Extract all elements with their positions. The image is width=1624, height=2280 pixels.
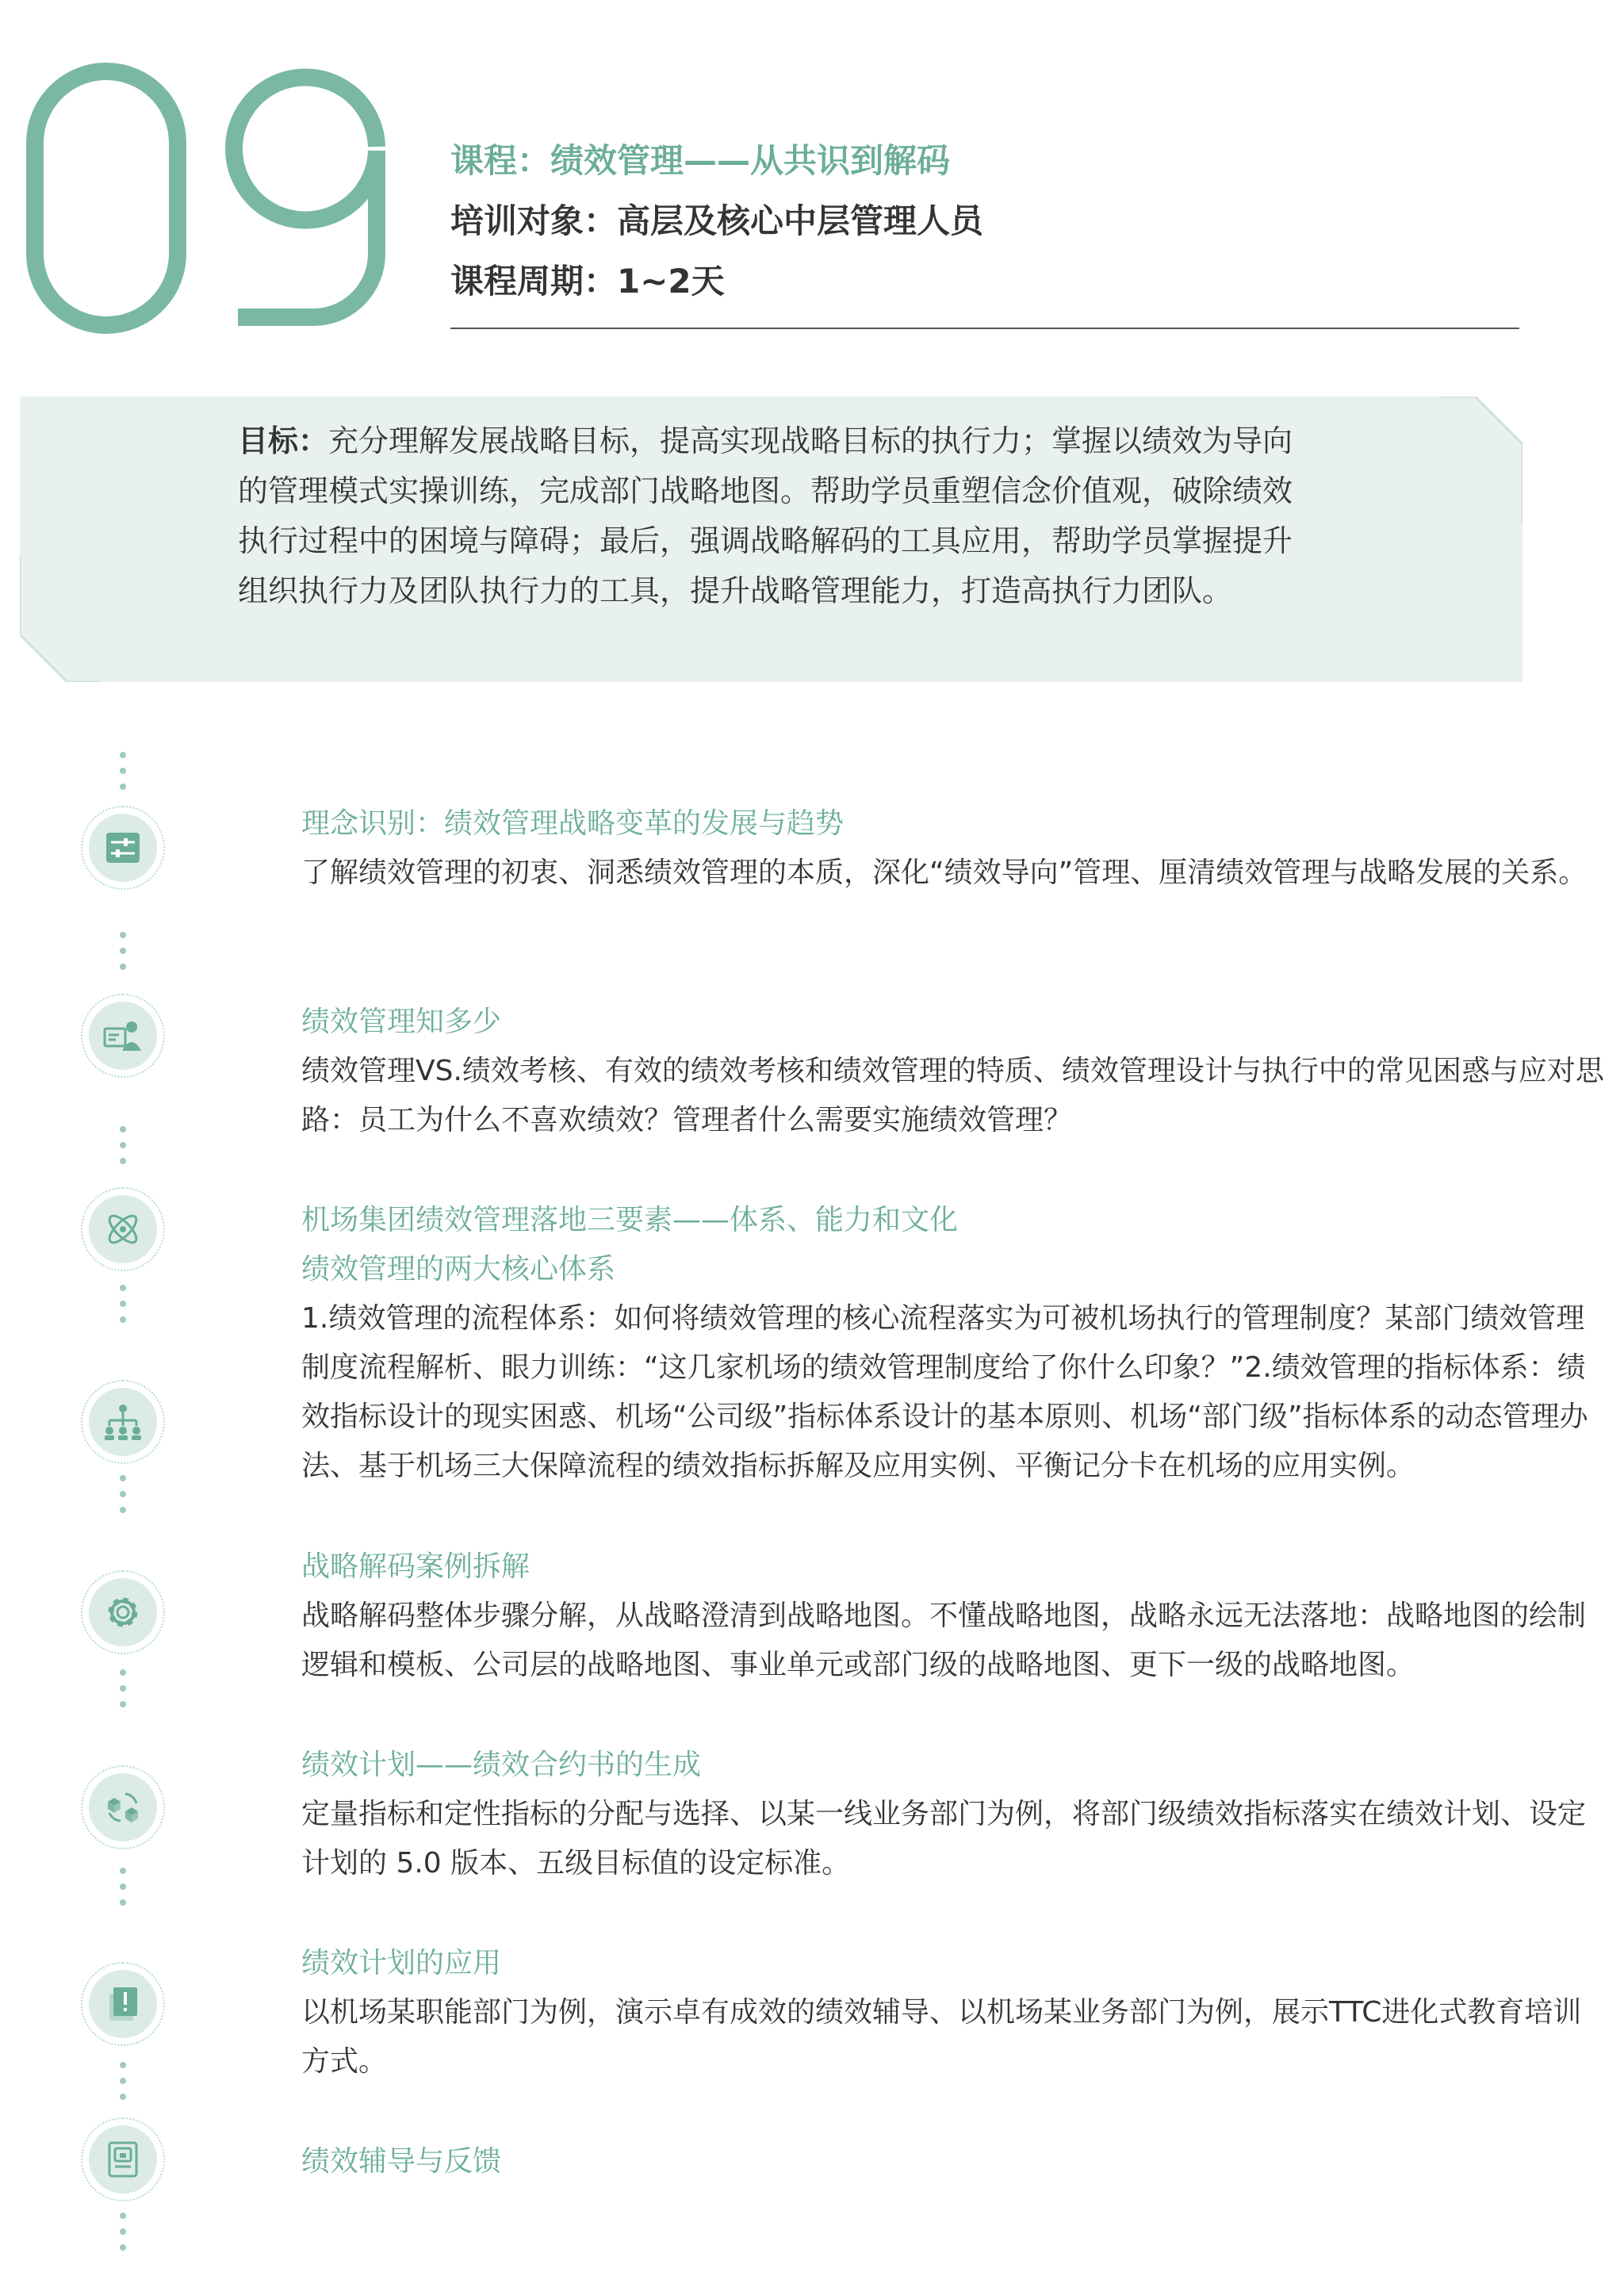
module-7-body: 以机场某职能部门为例，演示卓有成效的绩效辅导、以机场某业务部门为例，展示TTC进化式教育培训方式。 — [301, 1996, 1582, 2078]
atom-icon — [100, 1206, 146, 1252]
module-1-title: 理念识别：绩效管理战略变革的发展与趋势 — [301, 807, 845, 840]
module-3-title: 机场集团绩效管理落地三要素——体系、能力和文化 — [301, 1204, 959, 1236]
timeline-dot — [120, 1883, 126, 1890]
module-5-body: 战略解码整体步骤分解，从战略澄清到战略地图。不懂战略地图，战略永远无法落地：战略地图的绘制逻辑和模板、公司层的战略地图、事业单元或部门级的战略地图、更下一级的战略地图。 — [301, 1600, 1587, 1681]
goal-lead: 目标： — [238, 423, 329, 458]
timeline-dot — [120, 2244, 126, 2251]
timeline-dot — [120, 1158, 126, 1164]
hierarchy-icon — [100, 1399, 146, 1445]
module-6-badge — [81, 1765, 165, 1849]
presenter-icon — [100, 1013, 146, 1059]
gear-icon — [100, 1589, 146, 1635]
report-icon — [100, 2136, 146, 2182]
course-audience: 培训对象：高层及核心中层管理人员 — [450, 201, 984, 240]
timeline-dot — [120, 1301, 126, 1307]
timeline-dot — [120, 1685, 126, 1692]
module-3-body: 1.绩效管理的流程体系：如何将绩效管理的核心流程落实为可被机场执行的管理制度？某部门绩效管理制度流程解析、眼力训练：“这几家机场的绩效管理制度给了你什么印象？”2.绩效管理的指标体系：绩效指标设计的现实困惑、机场“公司级”指标体系设计的基本原则、机场“部门级”指标体系的动态管理办法、基于机场三大保障流程的绩效指标拆解及应用实例、平衡记分卡在机场的应用实例。 — [301, 1302, 1588, 1482]
course-title: 课程：绩效管理——从共识到解码 — [450, 141, 951, 180]
cycle-boxes-icon — [100, 1784, 146, 1830]
timeline-dot — [120, 1126, 126, 1132]
module-3-subtitle: 绩效管理的两大核心体系 — [301, 1253, 616, 1286]
module-2-badge — [81, 994, 165, 1078]
goal-body: 充分理解发展战略目标，提高实现战略目标的执行力；掌握以绩效为导向的管理模式实操训练，完成部门战略地图。帮助学员重塑信念价值观，破除绩效执行过程中的困境与障碍；最后，强调战略解码的工具应用，帮助学员掌握提升组织执行力及团队执行力的工具，提升战略管理能力，打造高执行力团队。 — [238, 423, 1293, 608]
timeline-dot — [120, 1507, 126, 1513]
timeline-dot — [120, 1868, 126, 1874]
timeline-dot — [120, 948, 126, 954]
timeline-dot — [120, 784, 126, 790]
module-7-badge — [81, 1962, 165, 2046]
module-6-title: 绩效计划——绩效合约书的生成 — [301, 1749, 702, 1781]
timeline-dot — [120, 2213, 126, 2219]
module-5-badge — [81, 1570, 165, 1654]
timeline-dot — [120, 1316, 126, 1323]
module-8-badge — [81, 2117, 165, 2201]
timeline-dot — [120, 2228, 126, 2235]
alert-document-icon — [100, 1981, 146, 2027]
timeline-dot — [120, 964, 126, 970]
timeline-dot — [120, 768, 126, 774]
module-1-body: 了解绩效管理的初衷、洞悉绩效管理的本质，深化“绩效导向”管理、厘清绩效管理与战略发展的关系。 — [301, 856, 1588, 889]
timeline-dot — [120, 1285, 126, 1291]
module-8-title: 绩效辅导与反馈 — [301, 2145, 502, 2178]
timeline-dot — [120, 932, 126, 938]
timeline-dot — [120, 1669, 126, 1676]
module-2-body: 绩效管理VS.绩效考核、有效的绩效考核和绩效管理的特质、绩效管理设计与执行中的常见困惑与应对思路：员工为什么不喜欢绩效？管理者什么需要实施绩效管理？ — [301, 1055, 1604, 1136]
module-3-badge — [81, 1187, 165, 1271]
module-4-badge — [81, 1380, 165, 1464]
module-6-body: 定量指标和定性指标的分配与选择、以某一线业务部门为例，将部门级绩效指标落实在绩效计划、设定计划的 5.0 版本、五级目标值的设定标准。 — [301, 1798, 1587, 1880]
timeline-dot — [120, 2094, 126, 2100]
timeline-dot — [120, 1701, 126, 1707]
course-duration: 课程周期：1~2天 — [450, 262, 725, 301]
timeline-dot — [120, 1899, 126, 1906]
module-1-badge — [81, 806, 165, 890]
sliders-icon — [100, 825, 146, 871]
module-7-title: 绩效计划的应用 — [301, 1947, 502, 1979]
timeline-dot — [120, 2078, 126, 2084]
timeline-dot — [120, 1142, 126, 1148]
timeline-dot — [120, 1475, 126, 1481]
timeline-dot — [120, 2062, 126, 2068]
module-5-title: 战略解码案例拆解 — [301, 1550, 530, 1583]
timeline-dot — [120, 752, 126, 758]
module-2-title: 绩效管理知多少 — [301, 1006, 502, 1038]
timeline-dot — [120, 1491, 126, 1497]
